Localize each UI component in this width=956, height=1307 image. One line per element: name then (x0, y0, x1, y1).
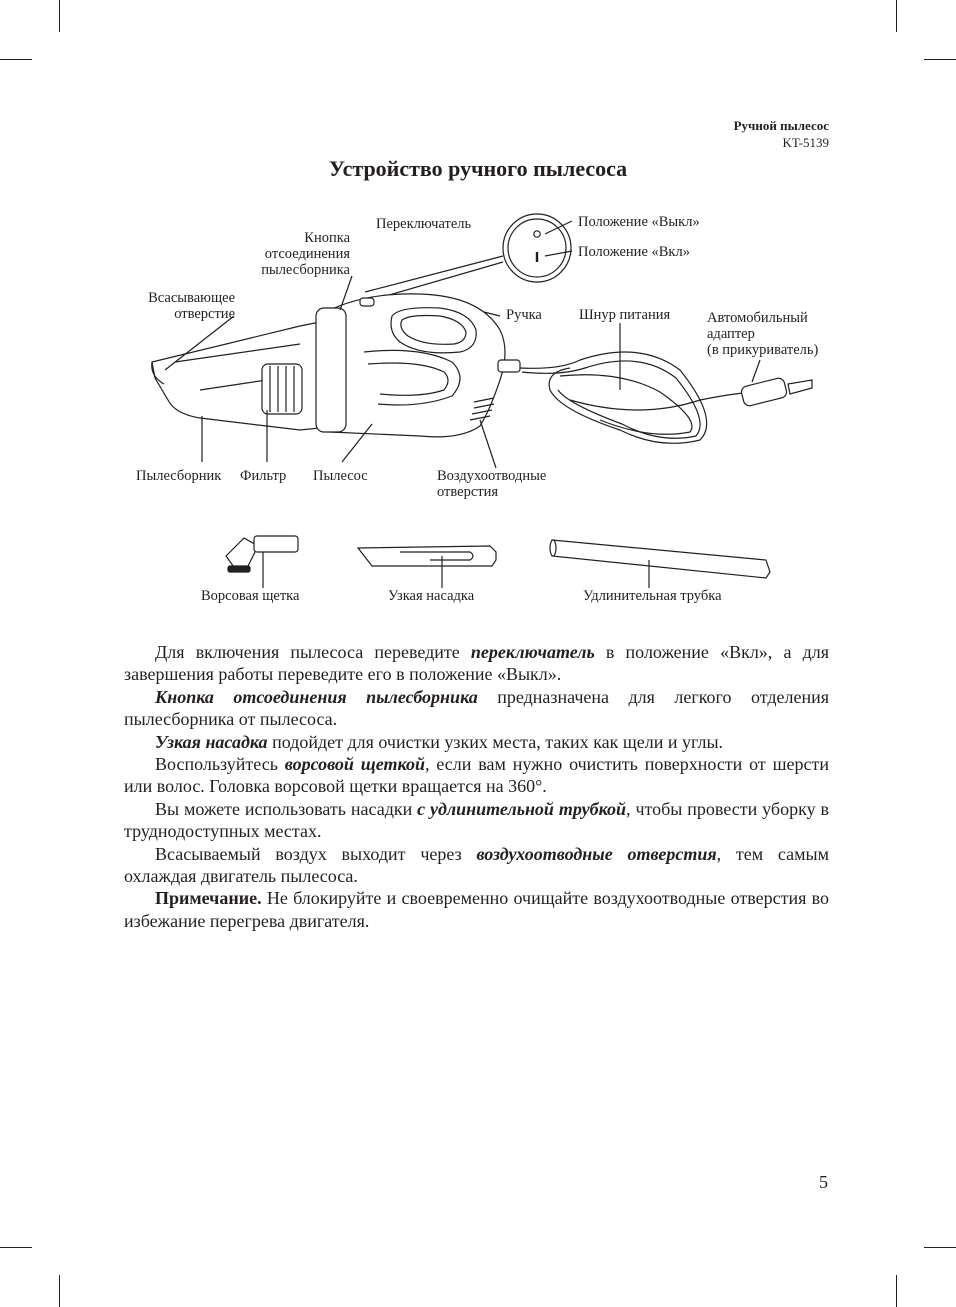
paragraph: Всасываемый воздух выходит через воздухоотводные отверстия, тем самым охлаждая двигатель пылесоса. (124, 843, 830, 887)
car-adapter-icon (740, 377, 812, 407)
label-extension-tube: Удлинительная трубка (583, 588, 722, 604)
label-position-off: Положение «Выкл» (578, 214, 700, 230)
crevice-nozzle-icon (358, 546, 496, 566)
paragraph: Вы можете использовать насадки с удлинительной трубкой, чтобы провести уборку в труднодоступных местах. (124, 798, 829, 842)
label-switch: Переключатель (376, 216, 472, 232)
body-text (124, 641, 829, 932)
label-suction-inlet: Всасывающее отверстие (148, 290, 235, 322)
label-bristle-brush: Ворсовая щетка (201, 588, 300, 604)
header-model: KT-5139 (782, 135, 829, 150)
paragraph: Узкая насадка подойдет для очистки узких места, таких как щели и углы. (155, 731, 724, 752)
label-dust-container: Пылесборник (136, 468, 222, 484)
bristle-brush-icon (226, 536, 298, 572)
power-cord-icon (520, 352, 760, 443)
note-label: Примечание. (155, 888, 262, 909)
switch-detail-icon (503, 214, 571, 282)
paragraph: Кнопка отсоединения пылесборника предназначена для легкого отделения пылесборника от пылесоса. (124, 686, 829, 730)
crop-mark (924, 1247, 956, 1248)
page-title: Устройство ручного пылесоса (328, 156, 628, 181)
note-paragraph: Примечание. Не блокируйте и своевременно очищайте воздухоотводные отверстия во избежание перегрева двигателя. (124, 888, 829, 931)
crop-mark (59, 1275, 60, 1307)
crop-mark (0, 1247, 32, 1248)
page-number: 5 (819, 1172, 828, 1192)
label-filter: Фильтр (240, 468, 287, 484)
label-vacuum: Пылесос (313, 468, 368, 484)
paragraph: Для включения пылесоса переведите переключатель в положение «Вкл», а для завершения работы переведите его в положение «Выкл». (124, 642, 830, 685)
paragraph: Воспользуйтесь ворсовой щеткой, если вам нужно очистить поверхности от шерсти или волос. Головка ворсовой щетки вращается на 360°. (124, 754, 829, 797)
label-crevice-nozzle: Узкая насадка (388, 588, 475, 604)
label-release-button: Кнопка отсоединения пылесборника (261, 230, 350, 278)
label-car-adapter: Автомобильный адаптер (в прикуриватель) (707, 310, 819, 358)
extension-tube-icon (550, 540, 770, 578)
label-air-vents: Воздухоотводные отверстия (437, 468, 547, 500)
header-product: Ручной пылесос (733, 118, 829, 133)
label-power-cord: Шнур питания (579, 307, 671, 323)
crop-mark (896, 1275, 897, 1307)
label-position-on: Положение «Вкл» (578, 244, 690, 260)
label-handle: Ручка (506, 307, 542, 323)
